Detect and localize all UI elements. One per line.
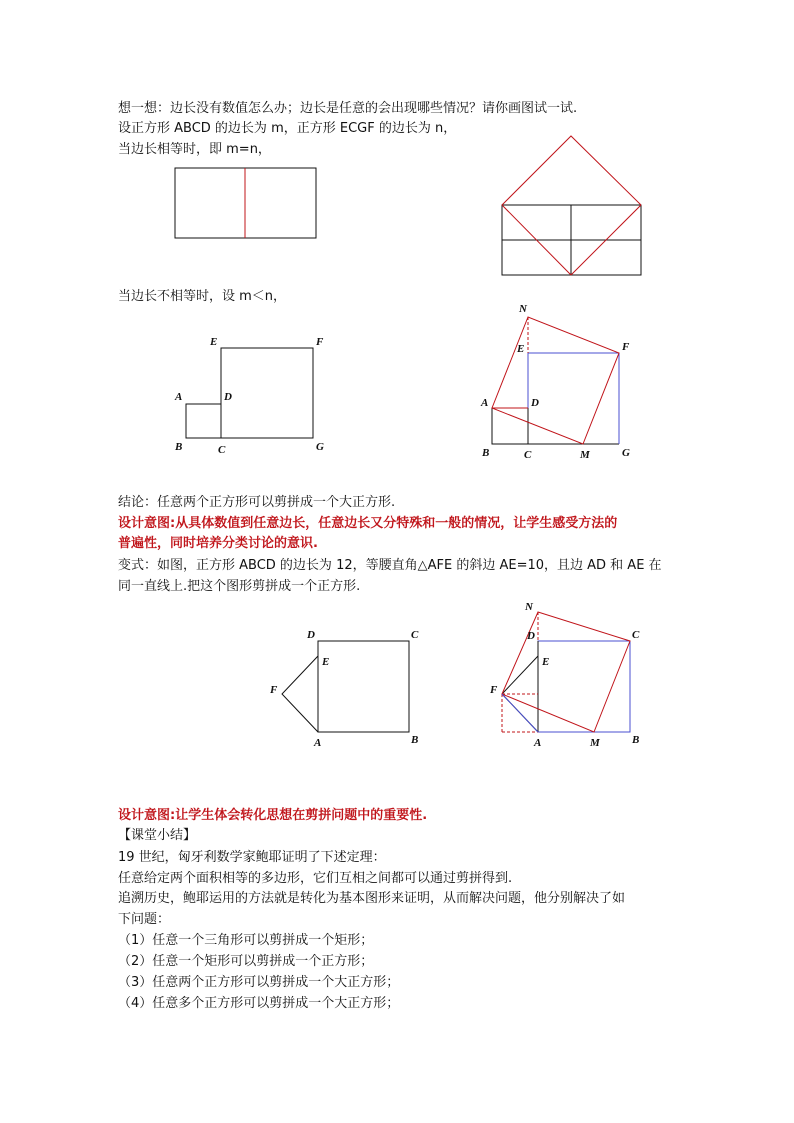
fig6-label-f: F (490, 684, 498, 696)
problem-2: （2）任意一个矩形可以剪拼成一个正方形； (118, 954, 374, 969)
fig5-label-c: C (411, 629, 419, 641)
fig6-label-b: B (632, 734, 640, 746)
fig3-label-g: G (316, 441, 324, 453)
fig4-label-e: E (517, 343, 525, 355)
fig3-label-a: A (175, 391, 183, 403)
problem-1: （1）任意一个三角形可以剪拼成一个矩形； (118, 933, 374, 948)
fig5-label-e: E (322, 656, 330, 668)
variant-line: 变式：如图，正方形 ABCD 的边长为 12，等腰直角△AFE 的斜边 AE=10，且边 AD 和 AE 在 (118, 558, 662, 573)
method-line: 追溯历史，鲍耶运用的方法就是转化为基本图形来证明，从而解决问题，他分别解决了如 (118, 891, 626, 906)
fig6-label-n: N (525, 601, 533, 613)
variant-line-2: 同一直线上.把这个图形剪拼成一个正方形. (118, 579, 361, 594)
fig6-label-d: D (527, 630, 535, 642)
fig6-fe (502, 656, 538, 694)
design-intent-1b: 普遍性，同时培养分类讨论的意识. (118, 536, 318, 551)
fig3-label-f: F (316, 336, 324, 348)
prompt-line: 想一想：边长没有数值怎么办；边长是任意的会出现哪些情况？请你画图试一试. (118, 101, 578, 116)
fig4-label-a: A (481, 397, 489, 409)
fig3-label-e: E (210, 336, 218, 348)
fig4-label-m: M (580, 449, 590, 461)
case-unequal-line: 当边长不相等时，设 m＜n， (118, 289, 287, 304)
summary-heading: 【课堂小结】 (118, 828, 197, 843)
fig6-label-m: M (590, 737, 600, 749)
case-equal-line: 当边长相等时，即 m=n， (118, 142, 271, 157)
fig4-label-d: D (531, 397, 539, 409)
fig3-label-c: C (218, 444, 226, 456)
conclusion-line: 结论：任意两个正方形可以剪拼成一个大正方形. (118, 495, 396, 510)
fig3-label-d: D (224, 391, 232, 403)
fig6-square (538, 641, 630, 732)
setup-line: 设正方形 ABCD 的边长为 m，正方形 ECGF 的边长为 n， (118, 121, 457, 136)
fig6-fa-blue (502, 694, 538, 732)
fig5-label-d: D (307, 629, 315, 641)
problem-3: （3）任意两个正方形可以剪拼成一个大正方形； (118, 975, 400, 990)
design-intent-1a: 设计意图:从具体数值到任意边长，任意边长又分特殊和一般的情况，让学生感受方法的 (118, 516, 618, 531)
fig6-label-a: A (534, 737, 542, 749)
fig5-label-a: A (314, 737, 322, 749)
fig3-label-b: B (175, 441, 183, 453)
problem-4: （4）任意多个正方形可以剪拼成一个大正方形； (118, 996, 400, 1011)
fig4-label-c: C (524, 449, 532, 461)
design-intent-2: 设计意图:让学生体会转化思想在剪拼问题中的重要性. (118, 808, 428, 823)
fig5-label-f: F (270, 684, 278, 696)
fig4-label-g: G (622, 447, 630, 459)
theorem-line: 任意给定两个面积相等的多边形，它们互相之间都可以通过剪拼得到. (118, 871, 513, 886)
history-line: 19 世纪，匈牙利数学家鲍耶证明了下述定理： (118, 850, 386, 865)
fig6-label-e: E (542, 656, 550, 668)
method-line-2: 下问题： (118, 912, 171, 927)
fig5-label-b: B (411, 734, 419, 746)
fig4-label-n: N (519, 303, 527, 315)
fig4-label-b: B (482, 447, 490, 459)
fig4-label-f: F (622, 341, 630, 353)
fig6-label-c: C (632, 629, 640, 641)
